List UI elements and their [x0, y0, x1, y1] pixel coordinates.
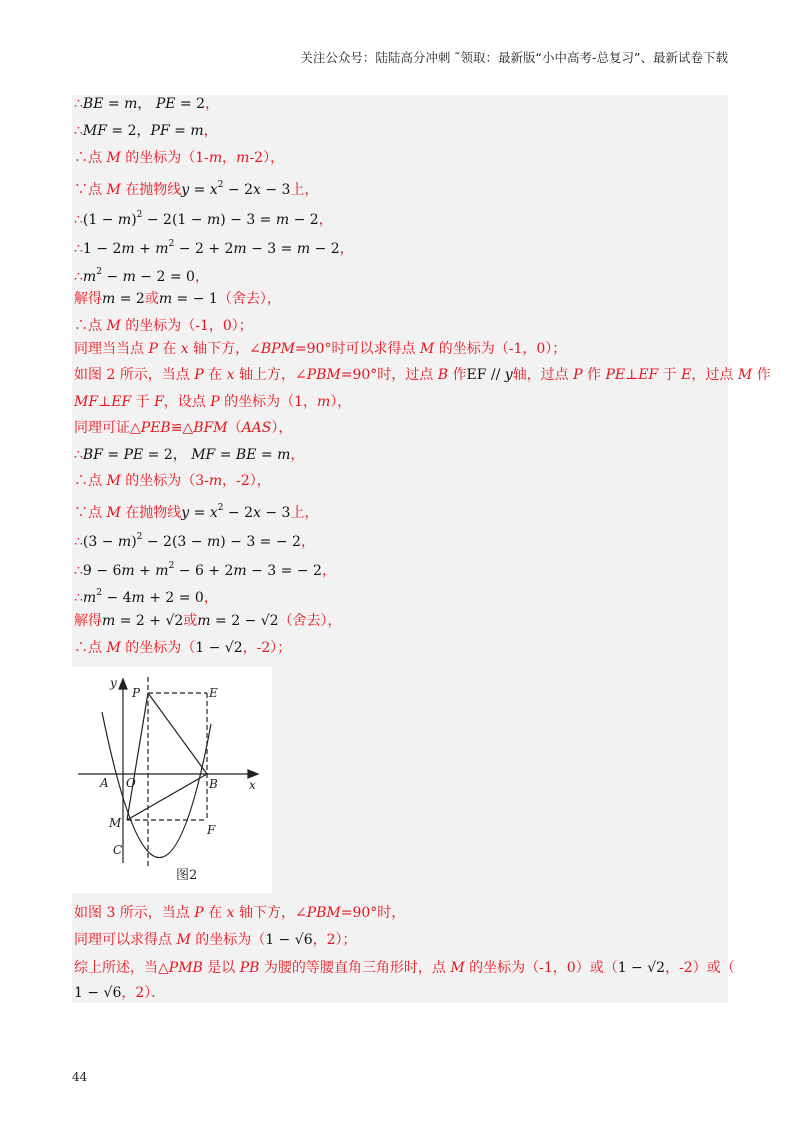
text-segment: 2	[96, 588, 102, 598]
text-segment: =	[169, 123, 191, 139]
solution-line	[74, 418, 292, 438]
text-segment: m	[82, 590, 97, 606]
text-segment: )	[131, 212, 137, 228]
solution-line	[74, 527, 315, 552]
text-segment: ∴	[74, 590, 83, 606]
text-segment: m	[208, 473, 223, 489]
label-M: M	[109, 816, 122, 830]
text-segment: (3 −	[82, 534, 118, 550]
text-segment: ，	[203, 590, 218, 606]
text-segment: M	[106, 640, 121, 656]
text-segment: 同理当当点	[74, 341, 149, 357]
text-segment: ，	[300, 534, 315, 550]
text-segment: ) − 3 =	[220, 212, 276, 228]
text-segment: m	[155, 563, 169, 579]
text-segment: m	[82, 269, 97, 285]
text-segment: PE	[155, 96, 176, 112]
text-segment: M	[106, 505, 121, 521]
solution-line	[74, 471, 271, 491]
x-axis-arrow	[248, 770, 258, 778]
text-segment: ，-2），	[222, 473, 271, 489]
text-segment: m	[236, 150, 250, 166]
text-segment: BFM	[193, 420, 228, 436]
text-segment: m	[317, 394, 331, 410]
text-segment: m	[277, 447, 291, 463]
text-segment: P	[210, 394, 220, 410]
text-segment: ∴	[74, 123, 83, 139]
solution-line	[74, 262, 209, 287]
text-segment: M	[106, 150, 121, 166]
text-segment: m	[206, 534, 221, 550]
text-segment: = 2	[115, 291, 145, 307]
text-segment: 的坐标为（3-	[120, 473, 209, 489]
label-A: A	[100, 776, 109, 790]
text-segment: ，设点	[163, 394, 211, 410]
text-segment: E	[681, 367, 692, 383]
text-segment: 如图 2 所示，当点	[74, 367, 195, 383]
text-segment: m	[121, 241, 135, 257]
text-segment: 1 − √6	[265, 932, 313, 948]
text-segment: 或	[144, 291, 159, 307]
text-segment: 2	[96, 267, 102, 277]
text-segment: 于	[658, 367, 682, 383]
text-segment: 的坐标为（-1，0）；	[120, 318, 253, 334]
solution-line	[74, 583, 218, 608]
text-segment: ，	[339, 241, 354, 257]
text-segment: m	[233, 241, 247, 257]
solution-line	[74, 903, 405, 923]
text-segment: ，-2）；	[242, 640, 292, 656]
text-segment: = − 1	[172, 291, 218, 307]
text-segment: P	[194, 905, 204, 921]
solution-line	[74, 205, 333, 230]
text-segment: ，	[194, 269, 209, 285]
text-segment: 如图 3 所示，当点	[74, 905, 195, 921]
text-segment: F	[154, 394, 164, 410]
text-segment: 的坐标为（	[190, 932, 266, 948]
text-segment: y	[181, 182, 190, 198]
text-segment: PF	[150, 123, 170, 139]
text-segment: ），	[330, 394, 352, 410]
solution-line	[74, 289, 281, 309]
text-segment: PBM	[306, 367, 341, 383]
solution-line	[74, 958, 735, 978]
text-segment: 的坐标为（	[120, 640, 196, 656]
label-x: x	[249, 778, 256, 792]
text-segment: ⊥	[98, 394, 112, 410]
label-F: F	[207, 823, 216, 837]
text-segment: m	[206, 212, 221, 228]
text-segment: ，-2）或（	[665, 960, 735, 976]
text-segment: EF	[111, 394, 132, 410]
text-segment: BF	[82, 447, 103, 463]
label-B: B	[209, 777, 218, 791]
text-segment: P	[194, 367, 204, 383]
text-segment: x	[253, 182, 261, 198]
figure-2	[72, 667, 272, 893]
text-segment: x	[180, 341, 189, 357]
text-segment: 2	[136, 532, 143, 542]
solution-line	[74, 339, 566, 359]
text-segment: 在	[203, 367, 227, 383]
text-segment: M	[106, 318, 121, 334]
text-segment: 的坐标为（-1，0）或（	[464, 960, 618, 976]
text-segment: 在抛物线	[120, 505, 182, 521]
text-segment: m	[296, 241, 311, 257]
text-segment: y	[504, 367, 513, 383]
text-segment: BE	[82, 96, 104, 112]
text-segment: − 3	[260, 182, 291, 198]
text-segment: =90°时，	[340, 905, 406, 921]
text-segment: − 2	[289, 212, 319, 228]
text-segment: B	[437, 367, 449, 383]
text-segment: 或	[183, 613, 198, 629]
text-segment: +	[134, 563, 156, 579]
text-segment: 的坐标为（1-	[120, 150, 209, 166]
text-segment: （	[227, 420, 242, 436]
text-segment: + 2 = 0	[144, 590, 204, 606]
text-segment: 作	[582, 367, 606, 383]
text-segment: 上，	[290, 505, 319, 521]
text-segment: 作	[448, 367, 467, 383]
text-segment: ，2）．	[121, 985, 166, 1001]
text-segment: BPM	[260, 341, 295, 357]
label-O: O	[126, 776, 136, 790]
solution-line	[74, 930, 357, 950]
text-segment: 在抛物线	[120, 182, 182, 198]
solution-line	[74, 234, 354, 259]
text-segment: ，	[137, 96, 156, 112]
text-segment: ，	[203, 123, 218, 139]
figure-caption: 图2	[176, 868, 198, 883]
text-segment: ∵点	[74, 505, 107, 521]
text-segment: =	[189, 182, 210, 198]
text-segment: 1 − 2	[82, 241, 122, 257]
text-segment: − 3 =	[246, 241, 297, 257]
text-segment: =90°时可以求得点	[294, 341, 420, 357]
text-segment: EF	[638, 367, 659, 383]
text-segment: m	[121, 563, 135, 579]
text-segment: ∴点	[74, 318, 107, 334]
text-segment: AAS	[241, 420, 272, 436]
label-E: E	[209, 686, 218, 700]
text-segment: x	[226, 905, 235, 921]
text-segment: 2	[136, 210, 143, 220]
text-segment: 是以	[202, 960, 240, 976]
text-segment: PE	[123, 447, 144, 463]
text-segment: =	[256, 447, 278, 463]
text-segment: 2	[168, 561, 175, 571]
text-segment: =	[215, 447, 236, 463]
text-segment: PBM	[306, 905, 341, 921]
text-segment: ∴点	[74, 640, 107, 656]
text-segment: ∴	[74, 269, 83, 285]
text-segment: ，	[205, 96, 219, 112]
text-segment: ，	[222, 150, 237, 166]
parabola-diagram	[72, 667, 272, 893]
text-segment: 在	[203, 905, 227, 921]
page-header: 关注公众号：陆陆高分冲刺 ˜领取：最新版“小中高考-总复习”、最新试卷下载	[300, 50, 728, 65]
solution-line	[74, 121, 218, 141]
solution-line	[74, 983, 165, 1003]
solution-line	[74, 94, 219, 114]
text-segment: 1 − √2	[195, 640, 243, 656]
text-segment: ，	[318, 212, 333, 228]
text-segment: − 4	[101, 590, 132, 606]
text-segment: ⊥	[625, 367, 639, 383]
text-segment: m	[158, 291, 173, 307]
text-segment: 轴下方，∠	[234, 905, 307, 921]
solution-line	[74, 638, 291, 658]
text-segment: x	[253, 505, 261, 521]
text-segment: y	[181, 505, 190, 521]
text-segment: m	[190, 123, 204, 139]
text-segment: ) − 3 = − 2	[220, 534, 301, 550]
text-segment: − 2	[223, 182, 253, 198]
solution-line	[74, 316, 253, 336]
text-segment: − 2 + 2	[174, 241, 234, 257]
text-segment: m	[117, 212, 132, 228]
text-segment: ∴点	[74, 150, 107, 166]
text-segment: ），	[271, 420, 293, 436]
text-segment: − 2(3 −	[142, 534, 207, 550]
text-segment: 轴，过点	[512, 367, 574, 383]
text-segment: ，	[321, 563, 336, 579]
text-segment: m	[131, 590, 145, 606]
text-segment: m	[102, 613, 116, 629]
text-segment: x	[226, 367, 235, 383]
text-segment: )	[131, 534, 137, 550]
text-segment: = 2 + √2	[115, 613, 184, 629]
text-segment: 作	[752, 367, 771, 383]
label-C: C	[113, 843, 123, 857]
text-segment: M	[106, 182, 121, 198]
solution-line	[74, 556, 336, 581]
segment-PB	[148, 693, 207, 774]
text-segment: m	[208, 150, 223, 166]
text-segment: BE	[235, 447, 257, 463]
text-segment: − 2 = 0	[135, 269, 195, 285]
text-segment: =90°时，过点	[340, 367, 438, 383]
text-segment: ≌△	[170, 420, 194, 436]
text-segment: m	[155, 241, 169, 257]
text-segment: 2	[217, 180, 224, 190]
text-segment: − 6 + 2	[174, 563, 234, 579]
text-segment: 1 − √2	[617, 960, 666, 976]
text-segment: P	[573, 367, 583, 383]
text-segment: 9 − 6	[82, 563, 122, 579]
text-segment: 解得	[74, 613, 102, 629]
text-segment: m	[233, 563, 247, 579]
text-segment: ∴	[74, 241, 83, 257]
text-segment: =	[103, 96, 125, 112]
solution-line	[74, 365, 771, 385]
text-segment: − 3	[260, 505, 291, 521]
text-segment: M	[176, 932, 191, 948]
text-segment: ∴点	[74, 473, 107, 489]
solution-line	[74, 498, 318, 523]
text-segment: MF	[74, 394, 99, 410]
text-segment: 2	[168, 239, 175, 249]
text-segment: (1 −	[82, 212, 118, 228]
text-segment: −	[101, 269, 123, 285]
text-segment: 同理可以求得点	[74, 932, 177, 948]
solution-line	[74, 175, 318, 200]
text-segment: ∴	[74, 534, 83, 550]
text-segment: ，	[290, 447, 305, 463]
text-segment: M	[450, 960, 465, 976]
text-segment: m	[102, 291, 116, 307]
y-axis-arrow	[119, 679, 127, 689]
text-segment: ，2）；	[312, 932, 357, 948]
text-segment: MF	[191, 447, 216, 463]
text-segment: m	[275, 212, 290, 228]
text-segment: ∴	[74, 563, 83, 579]
segment-PM	[127, 693, 148, 820]
label-y: y	[110, 676, 117, 690]
text-segment: 综上所述，当△	[74, 960, 169, 976]
parabola	[102, 712, 211, 858]
text-segment: ∴	[74, 96, 83, 112]
text-segment: P	[148, 341, 158, 357]
text-segment: − 3 = − 2	[246, 563, 322, 579]
text-segment: 在	[157, 341, 181, 357]
text-segment: x	[209, 505, 218, 521]
solution-line	[74, 392, 351, 412]
text-segment: − 2	[310, 241, 340, 257]
text-segment: 的坐标为（1，	[219, 394, 318, 410]
text-segment: M	[106, 473, 121, 489]
text-segment: =	[102, 447, 124, 463]
text-segment: = 2，	[106, 123, 151, 139]
text-segment: 解得	[74, 291, 102, 307]
text-segment: EF //	[466, 367, 505, 383]
text-segment: 于	[131, 394, 155, 410]
text-segment: m	[124, 96, 138, 112]
text-segment: 同理可证△	[74, 420, 141, 436]
text-segment: ∴	[74, 447, 83, 463]
text-segment: 2	[217, 503, 224, 513]
solution-line	[74, 611, 342, 631]
text-segment: PB	[239, 960, 260, 976]
text-segment: （舍去），	[278, 613, 342, 629]
text-segment: m	[197, 613, 211, 629]
text-segment: = 2 − √2	[210, 613, 279, 629]
text-segment: ∵点	[74, 182, 107, 198]
text-segment: − 2(1 −	[142, 212, 207, 228]
text-segment: 上，	[290, 182, 319, 198]
text-segment: = 2，	[143, 447, 192, 463]
text-segment: +	[134, 241, 156, 257]
text-segment: ∴	[74, 212, 83, 228]
text-segment: =	[189, 505, 210, 521]
text-segment: 为腰的等腰直角三角形时，点	[259, 960, 451, 976]
text-segment: = 2	[175, 96, 205, 112]
text-segment: PEB	[140, 420, 171, 436]
text-segment: 轴下方，∠	[188, 341, 261, 357]
text-segment: MF	[82, 123, 107, 139]
page-number: 44	[72, 1070, 88, 1084]
text-segment: M	[419, 341, 435, 357]
label-P: P	[132, 686, 141, 700]
text-segment: M	[737, 367, 753, 383]
text-segment: − 2	[223, 505, 253, 521]
text-segment: 1 − √6	[74, 985, 122, 1001]
solution-line	[74, 148, 284, 168]
text-segment: m	[117, 534, 132, 550]
solution-line	[74, 445, 304, 465]
text-segment: ，过点	[691, 367, 738, 383]
text-segment: 的坐标为（-1，0）；	[434, 341, 567, 357]
text-segment: m	[122, 269, 136, 285]
text-segment: 轴上方，∠	[234, 367, 307, 383]
text-segment: （舍去），	[217, 291, 281, 307]
text-segment: PMB	[168, 960, 203, 976]
text-segment: -2），	[249, 150, 285, 166]
text-segment: x	[209, 182, 218, 198]
text-segment: PE	[605, 367, 626, 383]
